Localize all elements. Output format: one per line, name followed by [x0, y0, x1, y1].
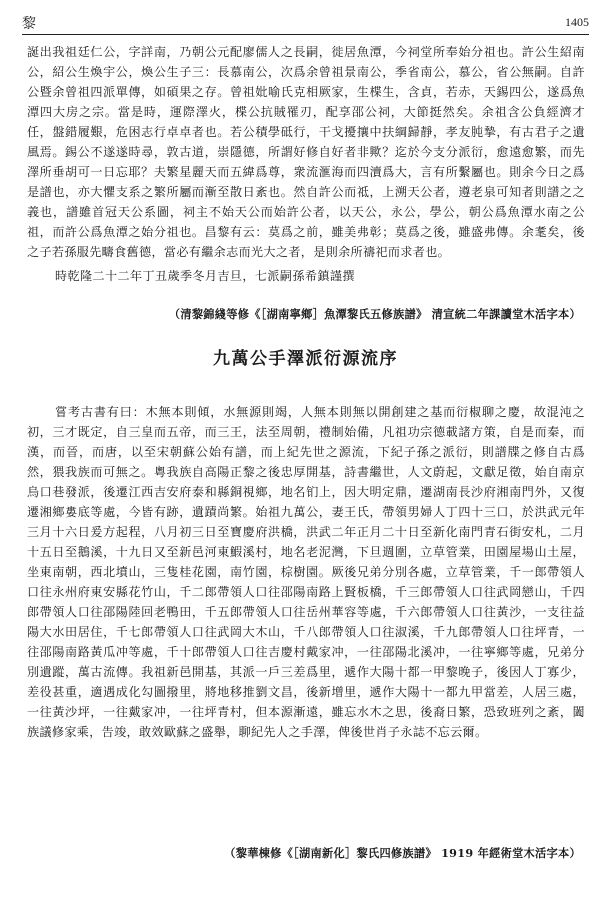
page-number: 1405	[565, 15, 589, 29]
document1-body: 誕出我祖廷仁公，字詳南，乃朝公元配廖儒人之長嗣，徙居魚潭，今祠堂所奉始分祖也。許公生紹南公，紹公生煥宇公，煥公生子三：長慕南公，次爲余曾祖景南公，季省南公，慕公，省公無嗣。自許公暨余曾祖四派單傳，如碩果之存。曾祖妣喻氏克相厥家，生楪生，含貞，若赤，天錫四公，遂爲魚潭四大房之宗。當是時，運際澤火，楪公抗賊罹刃，配享邵公祠，大節挺然矣。余祖含公負經濟才任，盤錯履艱，危困志行卓卓者也。若公積學砥行，干戈擾攘中扶綱歸靜，孝友肫摯，有古君子之遺風焉。錫公不遂遂時尋，敦古道，崇隱德，所謂好修自好者非歟？迄於今支分派衍，愈遠愈繁，而先澤所垂胡可一日忘耶？夫繁星麗天而五緯爲尊，衆流滙海而四瀆爲大，言有所繫屬也。則余今日之爲是譜也，亦大懼支系之繁所屬而漸至散日紊也。然自許公而祗，上溯天公者，遵老泉可知者則譜之之義也，譜雖首冠天公系圖，祠主不始天公而始許公者，以天公，永公，學公，朝公爲魚潭水南之公祖，而許公爲魚潭之始分祖也。昌黎有云：莫爲之前，雖美弗彰；莫爲之後，雖盛弗傳。余耄矣，後之子若孫服先疇食舊德，當必有繼余志而光大之者，是則余所禱祀而求者也。	[27, 45, 585, 259]
running-head-title: 黎	[22, 16, 37, 32]
document2-body: 嘗考古書有曰：木無本則傾，水無源則竭，人無本則無以開創建之基而衍椒聊之慶，故混沌之初，三才既定，自三皇而五帝，而三王，法至周朝，禮制始備，凡祖功宗德載諸方策，自是而秦，而漢，而晉，而唐，以至宋朝蘇公始有譜，而上紀先世之源流，下紀子孫之派衍，則譜牒之修自古爲然，猥我族而可無之。粵我族自高陽正黎之後忠厚開基，詩書繼世，人文蔚起，文獻足徵，始自南京烏口巷發派，後遷江西吉安府泰和縣銅視鄉，地名钔上，因大明定鼎，遷湖南長沙府湘南門外，又復遷湘鄉婁底等處，今皆有跡，遺蹟尚繁。始祖九萬公，妻王氏，帶領男婦人丁四十三口，於洪武元年三月十六日爰方起程，八月初三日至寶慶府洪橋，洪武二年正月二十日至新化南門青石街安札，二月十五日至鵝溪，十九日又至新邑河東鰕溪村，地名老泥灣，下旦週圍，立草管業，田園屋場山土屋，坐東南朝，西北墳山，三隻桂花園，南竹園，棕樹園。厥後兄弟分別各處，立草管業，千一郎帶領人口往永州府東安縣花竹山，千二郎帶領人口往邵陽南路上賢板橋，千三郎帶領人口往武岡戀山，千四郎帶領人口往邵陽陸回老鴨田，千五郎帶領人口往岳州華容等處，千六郎帶領人口往黃沙，一支往益陽大水田居住，千七郎帶領人口往武岡大木山，千八郎帶領人口往淑溪，千九郎帶領人口往坪青，一往邵陽南路黃瓜冲等處，千十郎帶領人口往吉慶村戴家冲，一往邵陽北溪冲，一往寧鄉等處，兄弟分別遺蹤，萬古流傳。我祖新邑開基，其派一戶三差爲里，遞作大陽十都一甲黎晚子，後因人丁寡少，差役甚重，適遇成化勾圖撥里，將地移推劉文昌，後新增里，遞作大陽十一都九甲當差，人居三處，一往黃沙坪，一往戴家冲，一往坪青村，但本源漸遠，雖忘水木之思，後裔日繁，恐致班列之紊，闔族議修家乘，告竣，敢效歐蘇之盛舉，聊紀先人之手澤，俾後世肖子永誌不忘云爾。	[27, 405, 585, 739]
document2-source-caption: （黎華棟修《［湖南新化］黎氏四修族譜》 1919 年經術堂木活字本）	[224, 846, 581, 860]
document1-source-caption: （清黎錦綫等修《［湖南寧鄉］魚潭黎氏五修族譜》 清宣統二年課讀堂木活字本）	[168, 307, 581, 321]
document2-title: 九萬公手澤派衍源流序	[213, 349, 398, 369]
document1-date-line: 時乾隆二十二年丁丑歲季冬月吉旦，七派嗣孫希鎮謹撰	[55, 269, 355, 283]
page-header	[22, 10, 589, 35]
